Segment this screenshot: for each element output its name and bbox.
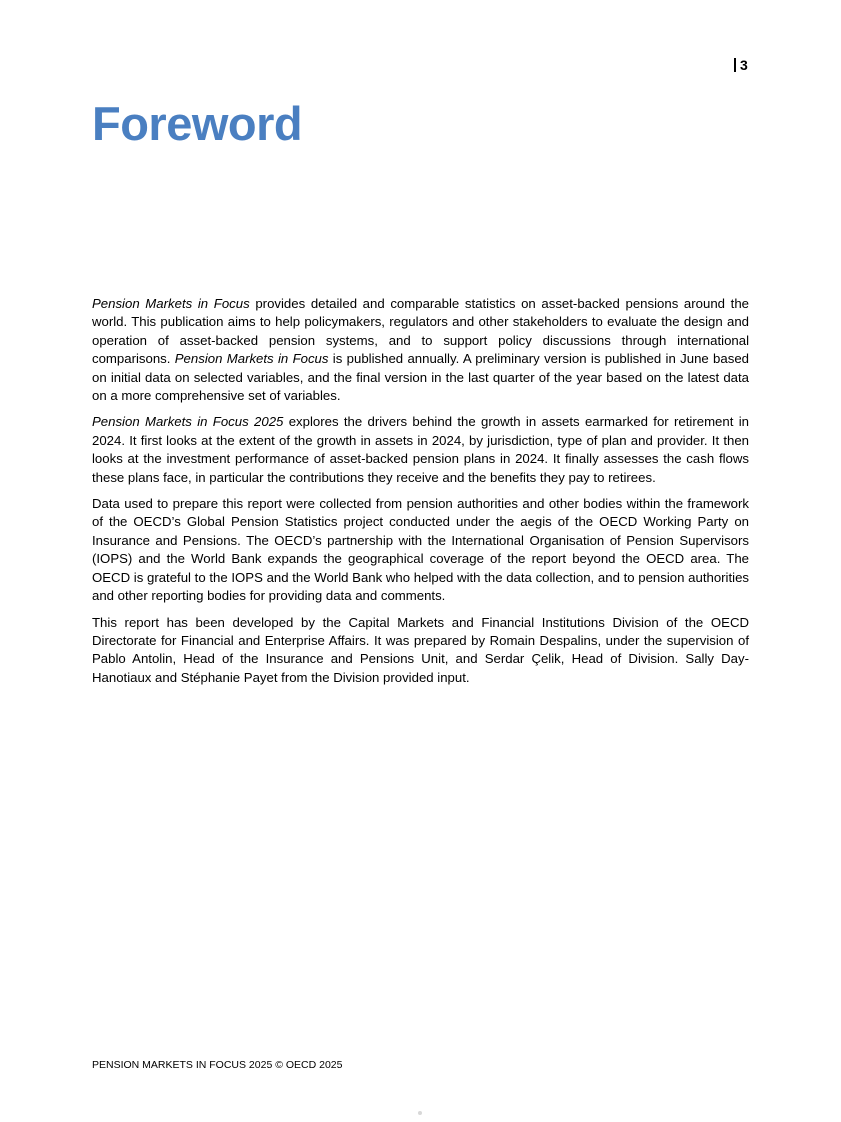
paragraph-text: is published annually. A preliminary version is published in June based on initial data on selected variables, and the final version in the last quarter of the year based on the latest data on a more comprehensive set of variables. (92, 351, 749, 404)
paragraph-text: explores the drivers behind the growth in assets earmarked for retirement in 2024. It first looks at the extent of the growth in assets in 2024, by jurisdiction, type of plan and provider. It then looks at the investment performance of asset-backed pension plans in 2024. It finally assesses the cash flows these plans face, in particular the contributions they receive and the benefits they pay to retirees. (92, 414, 749, 485)
paragraph-text: provides detailed and comparable statistics on asset-backed pensions around the world. This publication aims to help policymakers, regulators and other stakeholders to evaluate the design and operation of asset-backed pension systems, and to support policy discussions through international comparisons. (92, 296, 749, 367)
publication-title: Pension Markets in Focus (92, 296, 250, 311)
page-marker-dot (418, 1111, 422, 1115)
paragraph-2 (92, 413, 749, 487)
page-number-value: 3 (740, 57, 748, 73)
page-footer: PENSION MARKETS IN FOCUS 2025 © OECD 2025 (92, 1059, 343, 1071)
foreword-body (92, 295, 749, 695)
publication-title: Pension Markets in Focus 2025 (92, 414, 284, 430)
paragraph-4: This report has been developed by the Capital Markets and Financial Institutions Division of the OECD Directorate for Financial and Enterprise Affairs. It was prepared by Romain Despalins, under the supervision of Pablo Antolin, Head of the Insurance and Pensions Unit, and Serdar Çelik, Head of Division. Sally Day-Hanotiaux and Stéphanie Payet from the Division provided input. (92, 614, 749, 685)
publication-title: Pension Markets in Focus (174, 351, 329, 367)
page-number (734, 57, 748, 73)
page-title: Foreword (92, 97, 303, 150)
page-number-separator (734, 58, 736, 72)
paragraph-3: Data used to prepare this report were collected from pension authorities and other bodies within the framework of the OECD’s Global Pension Statistics project conducted under the aegis of the OECD Working Party on Insurance and Pensions. The OECD’s partnership with the International Organisation of Pension Supervisors (IOPS) and the World Bank expands the geographical coverage of the report beyond the OECD area. The OECD is grateful to the IOPS and the World Bank who helped with the data collection, and to pension authorities and other reporting bodies for providing data and comments. (92, 496, 749, 604)
paragraph-1 (92, 295, 749, 405)
